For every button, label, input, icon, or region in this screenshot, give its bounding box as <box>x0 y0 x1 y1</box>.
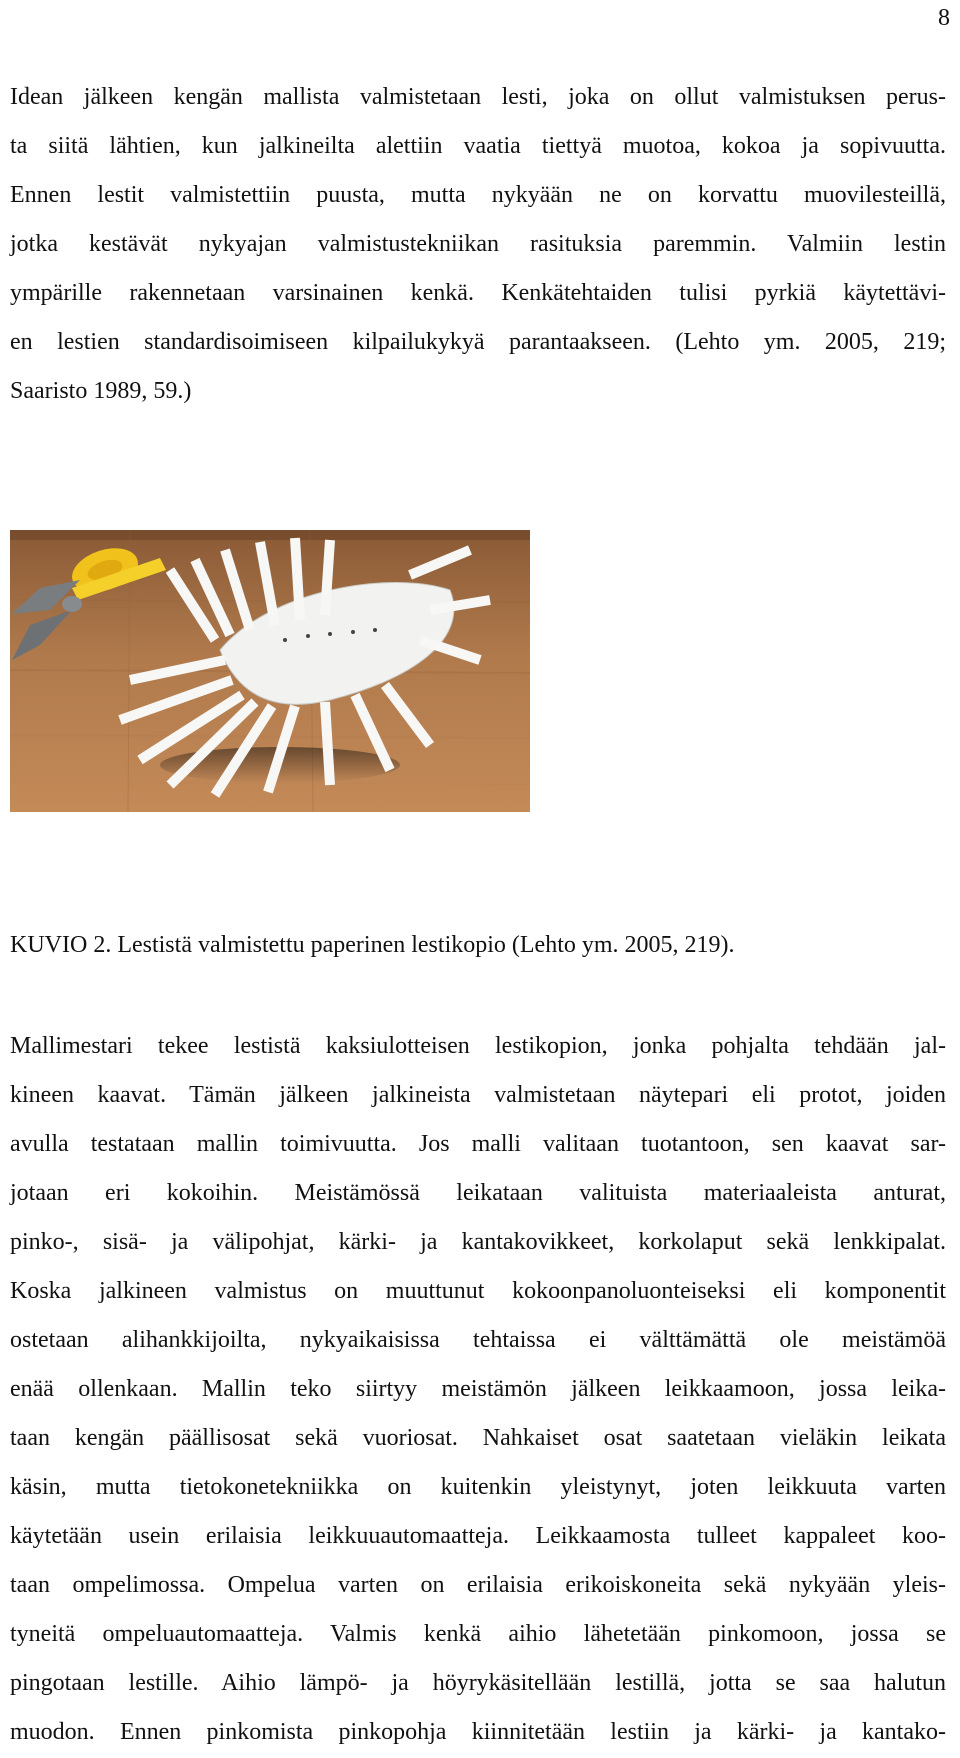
text-line: ta siitä lähtien, kun jalkineilta alettiin vaatia tiettyä muotoa, kokoa ja sopivuutta. <box>10 133 946 159</box>
text-line: Koska jalkineen valmistus on muuttunut kokoonpanoluonteiseksi eli komponentit <box>10 1278 946 1304</box>
page-number: 8 <box>938 5 950 31</box>
text-line: Saaristo 1989, 59.) <box>10 378 192 404</box>
figure-paper-last-copy-photo <box>10 530 530 812</box>
text-line: Ennen lestit valmistettiin puusta, mutta nykyään ne on korvattu muovilesteillä, <box>10 182 946 208</box>
paragraph-lest-intro <box>10 73 946 416</box>
text-line: taan ompelimossa. Ompelua varten on erilaisia erikoiskoneita sekä nykyään yleis- <box>10 1572 946 1598</box>
text-line: jotka kestävät nykyajan valmistustekniikan rasituksia paremmin. Valmiin lestin <box>10 231 946 257</box>
text-line: Idean jälkeen kengän mallista valmistetaan lesti, joka on ollut valmistuksen perus- <box>10 84 946 110</box>
text-line: jotaan eri kokoihin. Meistämössä leikataan valituista materiaaleista anturat, <box>10 1180 946 1206</box>
text-line: ostetaan alihankkijoilta, nykyaikaisissa tehtaissa ei välttämättä ole meistämöä <box>10 1327 946 1353</box>
text-line: Mallimestari tekee lestistä kaksiulotteisen lestikopion, jonka pohjalta tehdään jal- <box>10 1033 946 1059</box>
figure-caption: KUVIO 2. Lestistä valmistettu paperinen lestikopio (Lehto ym. 2005, 219). <box>10 932 735 958</box>
paragraph-shoe-production <box>10 1022 946 1757</box>
text-line: käytetään usein erilaisia leikkuuautomaatteja. Leikkaamosta tulleet kappaleet koo- <box>10 1523 946 1549</box>
text-line: tyneitä ompeluautomaatteja. Valmis kenkä aihio lähetetään pinkomoon, jossa se <box>10 1621 946 1647</box>
text-line: ympärille rakennetaan varsinainen kenkä. Kenkätehtaiden tulisi pyrkiä käytettävi- <box>10 280 946 306</box>
text-line: en lestien standardisoimiseen kilpailukykyä parantaakseen. (Lehto ym. 2005, 219; <box>10 329 946 355</box>
text-line: enää ollenkaan. Mallin teko siirtyy meistämön jälkeen leikkaamoon, jossa leika- <box>10 1376 946 1402</box>
text-line: pingotaan lestille. Aihio lämpö- ja höyrykäsitellään lestillä, jotta se saa halutun <box>10 1670 946 1696</box>
text-line: pinko-, sisä- ja välipohjat, kärki- ja kantakovikkeet, korkolaput sekä lenkkipalat. <box>10 1229 946 1255</box>
text-line: kineen kaavat. Tämän jälkeen jalkineista valmistetaan näytepari eli protot, joiden <box>10 1082 946 1108</box>
text-line: taan kengän päällisosat sekä vuoriosat. Nahkaiset osat saatetaan vieläkin leikata <box>10 1425 946 1451</box>
text-line: avulla testataan mallin toimivuutta. Jos malli valitaan tuotantoon, sen kaavat sar- <box>10 1131 946 1157</box>
text-line: muodon. Ennen pinkomista pinkopohja kiinnitetään lestiin ja kärki- ja kantako- <box>10 1719 946 1745</box>
text-line: käsin, mutta tietokonetekniikka on kuitenkin yleistynyt, joten leikkuuta varten <box>10 1474 946 1500</box>
